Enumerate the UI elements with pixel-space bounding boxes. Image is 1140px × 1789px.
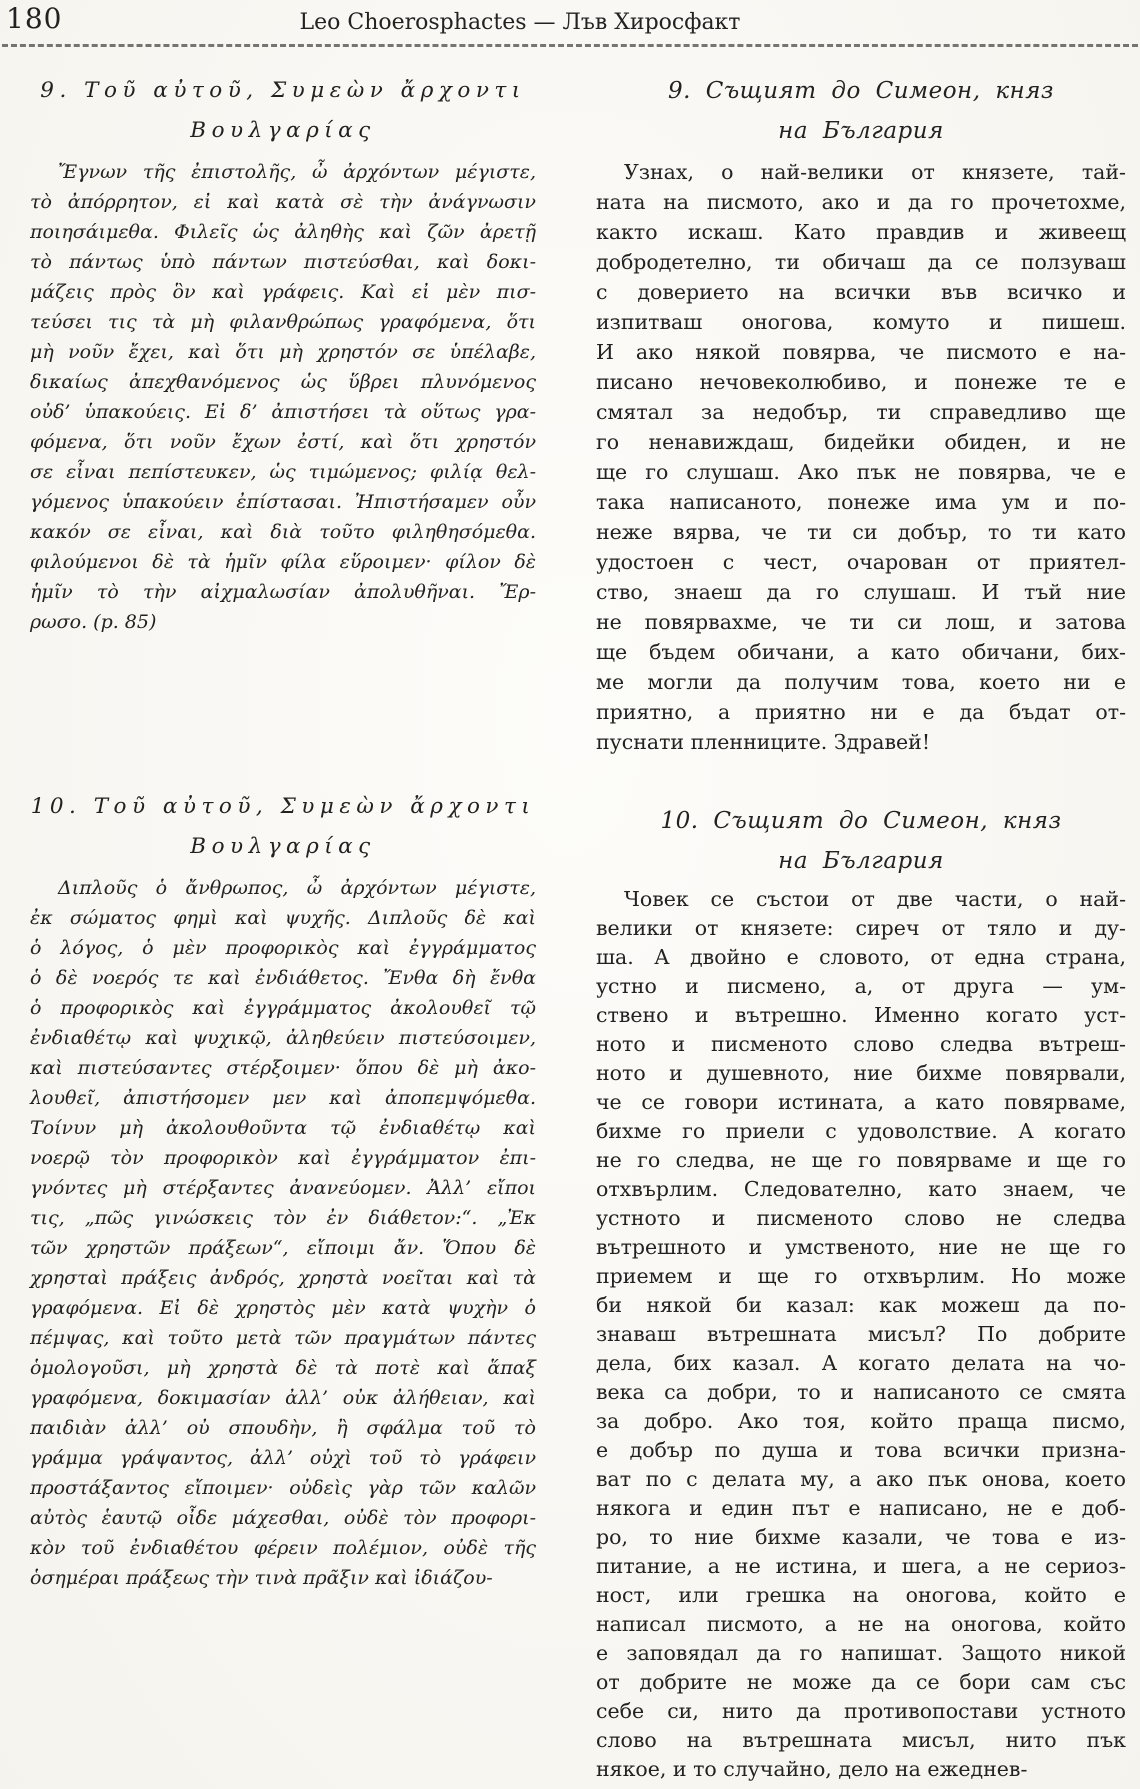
text-line: ἐνδιαθέτῳ καὶ ψυχικῷ, ἀληθεύειν πιστεύσοιμεν, [30, 1027, 536, 1049]
text-line: ната на писмото, ако и да го прочетохме, [596, 190, 1126, 214]
text-line: ποιησάιμεθα. Φιλεῖς ὡς ἀληθὴς καὶ ζῶν ἀρετῇ [30, 221, 536, 243]
heading-line: 9. Τοῦ αὐτοῦ, Συμεὼν ἄρχοντι [40, 78, 526, 103]
text-line: ствено и вътрешно. Именно когато уст- [596, 1003, 1126, 1027]
text-line: ὁ προφορικὸς καὶ ἐγγράμματος ἀκολουθεῖ τῷ [30, 997, 536, 1019]
text-line: написал писмото, а не на оногова, който [596, 1612, 1126, 1636]
text-line: ὁμολογοῦσι, μὴ χρηστὰ δὲ τὰ ποτὲ καὶ ἅπαξ [30, 1357, 536, 1379]
text-line: ро, то ние бихме казали, че това е из- [596, 1525, 1126, 1549]
text-line: е добър по душа и това всички призна- [596, 1438, 1126, 1462]
text-line: τῶν χρηστῶν πράξεων“, εἴποιμι ἄν. Ὅπου δὲ [30, 1237, 536, 1259]
text-line: καὶ πιστεύσαντες στέρξοιμεν· ὅπου δὲ μὴ ἀκο- [30, 1057, 536, 1079]
text-line: ще го слушаш. Ако пък не повярва, че е [596, 460, 1126, 484]
text-line: οὐδ’ ὑπακούεις. Εἰ δ’ ἀπιστήσει τὰ οὕτως γρα- [30, 401, 536, 423]
text-line: устното и писменото слово не следва [596, 1206, 1126, 1230]
text-line: приятно, а приятно ни е да бъдат от- [596, 700, 1126, 724]
running-title: Leo Choerosphactes — Лъв Хиросфакт [299, 10, 741, 35]
page-header [0, 0, 1140, 44]
text-line: Διπλοῦς ὁ ἄνθρωπος, ὦ ἀρχόντων μέγιστε, [58, 877, 536, 899]
text-line: неже вярва, че ти си добър, то ти като [596, 520, 1126, 544]
text-line: ност, или грешка на оногова, който е [596, 1583, 1126, 1607]
text-line: ме могли да получим това, което ни е [596, 670, 1126, 694]
text-line: τεύσει τις τὰ μὴ φιλανθρώπως γραφόμενα, ὅτι [30, 311, 536, 333]
text-line: устно и писмено, а, от друга — ум- [596, 974, 1126, 998]
text-line: ρωσο. (p. 85) [30, 611, 157, 633]
text-line: αὐτὸς ἑαυτῷ οἶδε μάχεσθαι, οὐδὲ τὸν προφορι- [30, 1507, 536, 1529]
text-line: προστάξαντος εἴποιμεν· οὐδεὶς γὰρ τῶν καλῶν [30, 1477, 536, 1499]
text-line: γράμμα γράψαντος, ἀλλ’ οὐχὶ τοῦ τὸ γράφειν [30, 1447, 536, 1469]
greek-section-10-heading [30, 787, 536, 867]
text-line: не повярвахме, че ти си лош, и затова [596, 610, 1126, 634]
text-line: века са добри, то и написаното се смята [596, 1380, 1126, 1404]
text-line: τὸ ἀπόρρητον, εἰ καὶ κατὰ σὲ τὴν ἀνάγνωσιν [30, 191, 536, 213]
greek-section-9-text [30, 157, 536, 637]
text-line: изпитваш оногова, комуто и пишеш. [596, 310, 1126, 334]
heading-line: Βουλγαρίας [190, 834, 376, 859]
text-line: πέμψας, καὶ τοῦτο μετὰ τῶν πραγμάτων πάντες [30, 1327, 536, 1349]
text-line: ша. А двойно е словото, от една страна, [596, 945, 1126, 969]
text-line: за добро. Ако тоя, който праща писмо, [596, 1409, 1126, 1433]
text-line: не го следва, не ще го повярваме и ще го [596, 1148, 1126, 1172]
heading-line: на България [778, 848, 944, 874]
text-line: питание, а не истина, и шега, а не сериоз- [596, 1554, 1126, 1578]
text-line: γραφόμενα. Εἰ δὲ χρηστὸς μὲν κατὰ ψυχὴν ὁ [30, 1297, 536, 1319]
text-line: удостоен с чест, очарован от приятел- [596, 550, 1126, 574]
text-line: ὁ δὲ νοερός τε καὶ ἐνδιάθετος. Ἔνθα δὴ ἔνθα [30, 967, 536, 989]
text-line: γραφόμενα, δοκιμασίαν ἀλλ’ οὐκ ἀλήθειαν, καὶ [30, 1387, 536, 1409]
text-line: ват по с делата му, а ако пък онова, което [596, 1467, 1126, 1491]
text-line: τις, „πῶς γινώσκεις τὸν ἐν διάθετον:“. „Ἐκ [30, 1207, 536, 1229]
text-line: както искаш. Като правдив и живеещ [596, 220, 1126, 244]
text-line: τὸ πάντως ὑπὸ πάντων πιστεύσθαι, καὶ δοκι- [30, 251, 536, 273]
page-number: 180 [6, 2, 63, 35]
text-line: κακόν σε εἶναι, καὶ διὰ τοῦτο φιληθησόμεθα. [30, 521, 536, 543]
text-line: писано нечовеколюбиво, и понеже те е [596, 370, 1126, 394]
text-line: с доверието на всички във всичко и [596, 280, 1126, 304]
text-line: от добрите не може да се бори сам със [596, 1670, 1126, 1694]
text-line: χρησταὶ πράξεις ἀνδρός, χρηστὰ νοεῖται καὶ τὰ [30, 1267, 536, 1289]
text-line: смятал за недобър, ти справедливо ще [596, 400, 1126, 424]
text-line: И ако някой повярва, че писмото е на- [596, 340, 1126, 364]
text-line: Човек се състои от две части, о най- [624, 887, 1126, 911]
heading-line: Βουλγαρίας [190, 118, 376, 143]
heading-line: на България [778, 118, 944, 144]
greek-section-9-heading [30, 71, 536, 151]
heading-line: 10. Τοῦ αὐτοῦ, Συμεὼν ἄρχοντι [30, 794, 536, 819]
text-line: вътрешното и умственото, ние не ще го [596, 1235, 1126, 1259]
text-line: ἡμῖν τὸ τὴν αἰχμαλωσίαν ἀπολυθῆναι. Ἔρ- [30, 581, 536, 603]
text-line: така написаното, понеже има ум и по- [596, 490, 1126, 514]
text-line: добродетелно, ти обичаш да се ползуваш [596, 250, 1126, 274]
text-line: ното и душевното, ние бихме повярвали, [596, 1061, 1126, 1085]
text-line: μάζεις πρὸς ὃν καὶ γράφεις. Καὶ εἰ μὲν πισ- [30, 281, 536, 303]
text-line: знаваш вътрешната мисъл? По добрите [596, 1322, 1126, 1346]
text-line: ще бъдем обичани, а като обичани, бих- [596, 640, 1126, 664]
text-line: някога и един път е написано, не е доб- [596, 1496, 1126, 1520]
text-line: е заповядал да го напишат. Защото никой [596, 1641, 1126, 1665]
text-line: го ненавиждаш, бидейки обиден, и не [596, 430, 1126, 454]
text-line: γόμενος ὑπακούειν ἐπίστασαι. Ἠπιστήσαμεν οὖν [30, 491, 536, 513]
text-line: дела, бих казал. А когато делата на чо- [596, 1351, 1126, 1375]
text-line: че се говори истината, а като повярваме, [596, 1090, 1126, 1114]
heading-line: 10. Същият до Симеон, княз [660, 808, 1062, 834]
text-line: Узнах, о най-велики от князете, тай- [624, 160, 1126, 184]
text-line: φιλούμενοι δὲ τὰ ἡμῖν φίλα εὕροιμεν· φίλον δὲ [30, 551, 536, 573]
text-line: φόμενα, ὅτι νοῦν ἔχων ἐστί, καὶ ὅτι χρηστόν [30, 431, 536, 453]
text-line: пуснати пленниците. Здравей! [596, 730, 931, 754]
text-line: παιδιὰν ἀλλ’ οὐ σπουδὴν, ἢ σφάλμα τοῦ τὸ [30, 1417, 536, 1439]
bulgarian-section-9-heading [596, 71, 1126, 151]
text-line: велики от князете: сиреч от тяло и ду- [596, 916, 1126, 940]
header-rule [2, 44, 1138, 47]
greek-section-10-text [30, 873, 536, 1593]
text-line: μὴ νοῦν ἔχει, καὶ ὅτι μὴ χρηστόν σε ὑπέλαβε, [30, 341, 536, 363]
text-line: λουθεῖ, ἀπιστήσομεν μεν καὶ ἀποπεμψόμεθα. [30, 1087, 536, 1109]
text-line: ὁσημέραι πράξεως τὴν τινὰ πρᾶξιν καὶ ἰδιάζου- [30, 1567, 493, 1589]
bulgarian-section-9-text [596, 157, 1126, 757]
two-column-layout [0, 47, 1140, 1784]
text-line: би някой би казал: как можеш да по- [596, 1293, 1126, 1317]
text-line: някое, и то случайно, дело на ежеднев- [596, 1757, 1028, 1781]
text-line: γνόντες μὴ στέρξαντες ἀνανεύομεν. Ἀλλ’ εἴποι [30, 1177, 536, 1199]
text-line: Ἔγνων τῆς ἐπιστολῆς, ὦ ἀρχόντων μέγιστε, [58, 161, 536, 183]
text-line: ство, знаеш да го слушаш. И тъй ние [596, 580, 1126, 604]
text-line: слово на вътрешната мисъл, нито пък [596, 1728, 1126, 1752]
bulgarian-column [596, 47, 1126, 1784]
bulgarian-section-10-heading [596, 801, 1126, 881]
bulgarian-section-10-text [596, 885, 1126, 1784]
text-line: ὁ λόγος, ὁ μὲν προφορικὸς καὶ ἐγγράμματος [30, 937, 536, 959]
text-line: отхвърлим. Следователно, като знаем, че [596, 1177, 1126, 1201]
text-line: ἐκ σώματος φημὶ καὶ ψυχῆς. Διπλοῦς δὲ καὶ [30, 907, 536, 929]
text-line: κὸν τοῦ ἐνδιαθέτου φέρειν πολέμιον, οὐδὲ τῆς [30, 1537, 536, 1559]
heading-line: 9. Същият до Симеон, княз [668, 78, 1054, 104]
text-line: ното и писменото слово следва вътреш- [596, 1032, 1126, 1056]
text-line: Τοίνυν μὴ ἀκολουθοῦντα τῷ ἐνδιαθέτῳ καὶ [30, 1117, 536, 1139]
text-line: δικαίως ἀπεχθανόμενος ὡς ὕβρει πλυνόμενος [30, 371, 536, 393]
text-line: νοερῷ τὸν προφορικὸν καὶ ἐγγράμματον ἐπι- [30, 1147, 536, 1169]
text-line: бихме го приели с удоволствие. А когато [596, 1119, 1126, 1143]
greek-column [30, 47, 536, 1784]
text-line: σε εἶναι πεπίστευκεν, ὡς τιμώμενος; φιλίᾳ θελ- [30, 461, 536, 483]
text-line: приемем и ще го отхвърлим. Но може [596, 1264, 1126, 1288]
text-line: себе си, нито да противопостави устното [596, 1699, 1126, 1723]
